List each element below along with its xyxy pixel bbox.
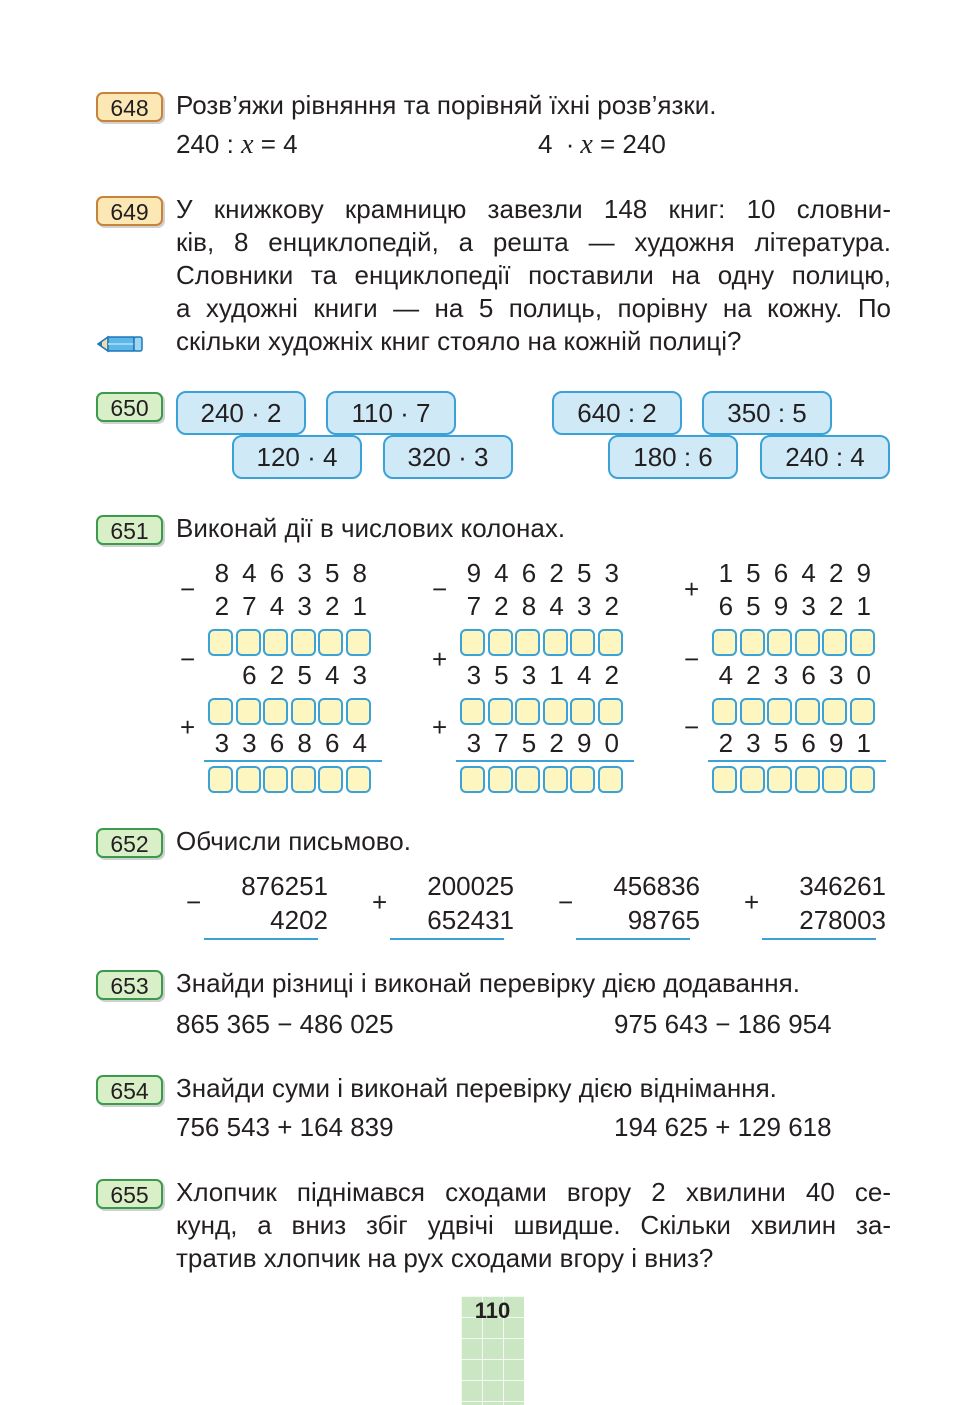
task-number-badge: 650 [96, 392, 163, 422]
plus-sign: + [180, 712, 196, 742]
sum-line [708, 760, 886, 762]
plus-sign: + [432, 712, 448, 742]
digit: 3 [466, 660, 482, 690]
answer-box[interactable] [208, 629, 233, 656]
digit: 4 [576, 660, 592, 690]
result-line [576, 938, 690, 940]
answer-box[interactable] [850, 766, 875, 793]
minus-sign: − [432, 574, 448, 604]
digit: 3 [214, 728, 230, 758]
answer-box[interactable] [346, 766, 371, 793]
answer-box[interactable] [236, 629, 261, 656]
task-prompt [176, 193, 891, 358]
answer-box[interactable] [795, 629, 820, 656]
column-number [460, 728, 626, 758]
digit: 3 [746, 728, 761, 758]
answer-box[interactable] [318, 629, 343, 656]
digit: 2 [604, 660, 619, 690]
answer-box[interactable] [712, 766, 737, 793]
result-line [762, 938, 876, 940]
task-prompt [176, 1072, 891, 1105]
digit: 2 [549, 558, 564, 588]
expression-card: 640 : 2 [552, 391, 682, 435]
task-number-badge: 655 [96, 1179, 163, 1209]
digit: 5 [324, 558, 340, 588]
column-number [460, 558, 626, 588]
digit: 4 [242, 558, 257, 588]
result-line [204, 938, 318, 940]
answer-box[interactable] [346, 698, 371, 725]
column-number [208, 728, 374, 758]
digit: 3 [576, 591, 592, 621]
answer-box[interactable] [460, 629, 485, 656]
digit: 9 [828, 728, 844, 758]
digit: 7 [466, 591, 482, 621]
answer-box[interactable] [488, 629, 513, 656]
subtrahend: 98765 [627, 905, 700, 935]
digit: 8 [352, 558, 367, 588]
expression-card: 240 · 2 [176, 391, 306, 435]
digit: 3 [801, 591, 816, 621]
task-prompt-line: Розв’яжи рівняння та порівняй їхні розв’язки. [176, 90, 717, 120]
answer-box[interactable] [263, 766, 288, 793]
digit: 2 [718, 728, 734, 758]
digit: 3 [242, 728, 257, 758]
digit: 5 [576, 558, 592, 588]
plus-sign: + [372, 887, 388, 917]
digit: 6 [242, 660, 257, 690]
column-number [712, 728, 878, 758]
digit: 3 [352, 660, 367, 690]
digit: 1 [352, 591, 367, 621]
task-number-badge: 651 [96, 515, 163, 545]
task-prompt-line: Словники та енциклопедії поставили на одну полицю, [176, 260, 891, 290]
digit: 5 [746, 591, 761, 621]
answer-box[interactable] [740, 698, 765, 725]
subtrahend: 4202 [270, 905, 328, 935]
plus-sign: + [684, 574, 700, 604]
answer-box[interactable] [460, 766, 485, 793]
minuend: 876251 [241, 871, 328, 901]
task-number-badge: 652 [96, 828, 163, 858]
task-prompt-line: а художні книги — на 5 полиць, порівну на кожну. По [176, 293, 891, 323]
plus-sign: + [744, 887, 760, 917]
expression-card: 240 : 4 [760, 435, 890, 479]
equation-1 [176, 128, 298, 161]
task-prompt-line: Хлопчик піднімався сходами вгору 2 хвилини 40 се- [176, 1177, 891, 1207]
task-prompt [176, 512, 891, 545]
digit: 5 [521, 728, 537, 758]
digit: 2 [494, 591, 509, 621]
column-number [460, 660, 626, 690]
equation-part: = 4 [253, 129, 298, 159]
expression: 756 543 + 164 839 [176, 1112, 394, 1142]
page-number-box [461, 1296, 524, 1405]
digit: 7 [494, 728, 509, 758]
answer-box[interactable] [543, 766, 568, 793]
column-number [208, 558, 374, 588]
answer-box[interactable] [740, 629, 765, 656]
digit: 6 [801, 728, 816, 758]
answer-box-row [712, 698, 878, 728]
answer-box[interactable] [488, 766, 513, 793]
answer-box-row [460, 766, 626, 796]
task-number-badge: 648 [96, 92, 163, 122]
expression-card: 180 : 6 [608, 435, 738, 479]
digit: 4 [718, 660, 734, 690]
digit: 1 [718, 558, 734, 588]
digit: 3 [604, 558, 619, 588]
digit: 2 [746, 660, 761, 690]
equation-part: = 240 [592, 129, 666, 159]
task-prompt [176, 825, 891, 858]
digit: 5 [494, 660, 509, 690]
digit: 9 [773, 591, 789, 621]
answer-box[interactable] [318, 766, 343, 793]
answer-box[interactable] [515, 629, 540, 656]
answer-box[interactable] [236, 698, 261, 725]
answer-box-row [208, 698, 374, 728]
answer-box[interactable] [740, 766, 765, 793]
answer-box[interactable] [767, 766, 792, 793]
digit: 3 [297, 558, 312, 588]
multiply-dot: · [565, 129, 575, 159]
digit: 6 [718, 591, 734, 621]
equation-2 [538, 128, 666, 161]
variable-x: x [580, 129, 593, 160]
answer-box[interactable] [795, 766, 820, 793]
digit: 4 [801, 558, 816, 588]
digit: 4 [352, 728, 367, 758]
answer-box-row [460, 629, 626, 659]
digit: 1 [856, 728, 871, 758]
answer-box[interactable] [822, 629, 847, 656]
digit: 4 [549, 591, 564, 621]
minuend: 346261 [799, 871, 886, 901]
column-number [712, 591, 878, 621]
expression-card: 120 · 4 [232, 435, 362, 479]
answer-box[interactable] [291, 698, 316, 725]
task-prompt-line: ків, 8 енциклопедій, а решта — художня література. [176, 227, 891, 257]
digit: 9 [466, 558, 482, 588]
task-prompt-line: Обчисли письмово. [176, 826, 411, 856]
answer-box[interactable] [767, 629, 792, 656]
digit: 5 [746, 558, 761, 588]
digit: 6 [801, 660, 816, 690]
expression: 194 625 + 129 618 [614, 1112, 832, 1142]
sum-line [204, 760, 382, 762]
digit: 5 [773, 728, 789, 758]
digit: 4 [324, 660, 340, 690]
answer-box[interactable] [822, 698, 847, 725]
subtrahend: 278003 [799, 905, 886, 935]
digit: 3 [297, 591, 312, 621]
answer-box[interactable] [543, 629, 568, 656]
column-number [712, 558, 878, 588]
task-prompt-line: У книжкову крамницю завезли 148 книг: 10 словни- [176, 194, 891, 224]
task-prompt-line: Знайди суми і виконай перевірку дією віднімання. [176, 1073, 777, 1103]
answer-box[interactable] [822, 766, 847, 793]
digit: 7 [242, 591, 257, 621]
minus-sign: − [180, 574, 196, 604]
pencil-icon [96, 334, 146, 354]
digit: 6 [521, 558, 537, 588]
answer-box[interactable] [208, 766, 233, 793]
answer-box[interactable] [346, 629, 371, 656]
answer-box[interactable] [488, 698, 513, 725]
minuend: 200025 [427, 871, 514, 901]
digit: 3 [828, 660, 844, 690]
answer-box[interactable] [795, 698, 820, 725]
digit: 3 [466, 728, 482, 758]
answer-box[interactable] [515, 698, 540, 725]
plus-sign: + [432, 644, 448, 674]
expression-card: 350 : 5 [702, 391, 832, 435]
task-prompt [176, 1176, 891, 1275]
answer-box[interactable] [850, 698, 875, 725]
digit: 5 [297, 660, 312, 690]
variable-x: x [241, 129, 254, 160]
expression-card: 320 · 3 [383, 435, 513, 479]
task-number-badge: 649 [96, 196, 163, 226]
answer-box-row [208, 629, 374, 659]
answer-box[interactable] [850, 629, 875, 656]
task-prompt [176, 89, 891, 122]
answer-box[interactable] [598, 766, 623, 793]
task-number-badge: 653 [96, 970, 163, 1000]
digit: 6 [269, 728, 285, 758]
minus-sign: − [558, 887, 574, 917]
answer-box[interactable] [570, 629, 595, 656]
answer-box[interactable] [318, 698, 343, 725]
digit: 8 [297, 728, 312, 758]
task-prompt [176, 967, 891, 1000]
answer-box[interactable] [598, 698, 623, 725]
column-number [460, 591, 626, 621]
result-line [390, 938, 504, 940]
minus-sign: − [684, 712, 700, 742]
expression-card: 110 · 7 [326, 391, 456, 435]
digit: 0 [604, 728, 619, 758]
answer-box[interactable] [712, 629, 737, 656]
answer-box[interactable] [208, 698, 233, 725]
task-prompt-line: скільки художніх книг стояло на кожній полиці? [176, 326, 742, 356]
answer-box[interactable] [515, 766, 540, 793]
answer-box-row [460, 698, 626, 728]
digit: 2 [828, 591, 844, 621]
digit: 8 [214, 558, 230, 588]
answer-box[interactable] [543, 698, 568, 725]
digit: 2 [604, 591, 619, 621]
answer-box-row [208, 766, 374, 796]
equation-part: 4 [538, 129, 560, 159]
digit: 9 [576, 728, 592, 758]
digit: 6 [324, 728, 340, 758]
minus-sign: − [684, 644, 700, 674]
answer-box[interactable] [767, 698, 792, 725]
digit: 1 [549, 660, 564, 690]
digit: 4 [269, 591, 285, 621]
subtrahend: 652431 [427, 905, 514, 935]
digit: 2 [324, 591, 340, 621]
equation-part: 240 : [176, 129, 242, 159]
answer-box[interactable] [236, 766, 261, 793]
answer-box[interactable] [460, 698, 485, 725]
answer-box[interactable] [570, 698, 595, 725]
digit: 6 [773, 558, 789, 588]
minuend: 456836 [613, 871, 700, 901]
answer-box[interactable] [570, 766, 595, 793]
task-number-badge: 654 [96, 1075, 163, 1105]
task-prompt-line: Знайди різниці і виконай перевірку дією додавання. [176, 968, 800, 998]
digit: 0 [856, 660, 871, 690]
digit: 3 [773, 660, 789, 690]
digit: 8 [521, 591, 537, 621]
answer-box[interactable] [712, 698, 737, 725]
digit: 2 [828, 558, 844, 588]
digit: 9 [856, 558, 871, 588]
answer-box[interactable] [291, 766, 316, 793]
digit: 6 [269, 558, 285, 588]
answer-box[interactable] [263, 698, 288, 725]
page-number: 110 [474, 1298, 511, 1323]
answer-box[interactable] [263, 629, 288, 656]
digit: 2 [269, 660, 285, 690]
digit: 2 [214, 591, 230, 621]
task-prompt-line: кунд, а вниз збіг удвічі швидше. Скільки хвилин за- [176, 1210, 891, 1240]
expression: 865 365 − 486 025 [176, 1009, 394, 1039]
column-number [208, 660, 374, 690]
column-number [712, 660, 878, 690]
digit: 4 [494, 558, 509, 588]
sum-line [456, 760, 634, 762]
answer-box[interactable] [291, 629, 316, 656]
expression: 975 643 − 186 954 [614, 1009, 832, 1039]
digit: 2 [549, 728, 564, 758]
answer-box-row [712, 766, 878, 796]
digit: 3 [521, 660, 537, 690]
minus-sign: − [186, 887, 202, 917]
answer-box[interactable] [598, 629, 623, 656]
answer-box-row [712, 629, 878, 659]
minus-sign: − [180, 644, 196, 674]
digit: 1 [856, 591, 871, 621]
column-number [208, 591, 374, 621]
task-prompt-line: Виконай дії в числових колонах. [176, 513, 566, 543]
task-prompt-line: тратив хлопчик на рух сходами вгору і вниз? [176, 1243, 714, 1273]
